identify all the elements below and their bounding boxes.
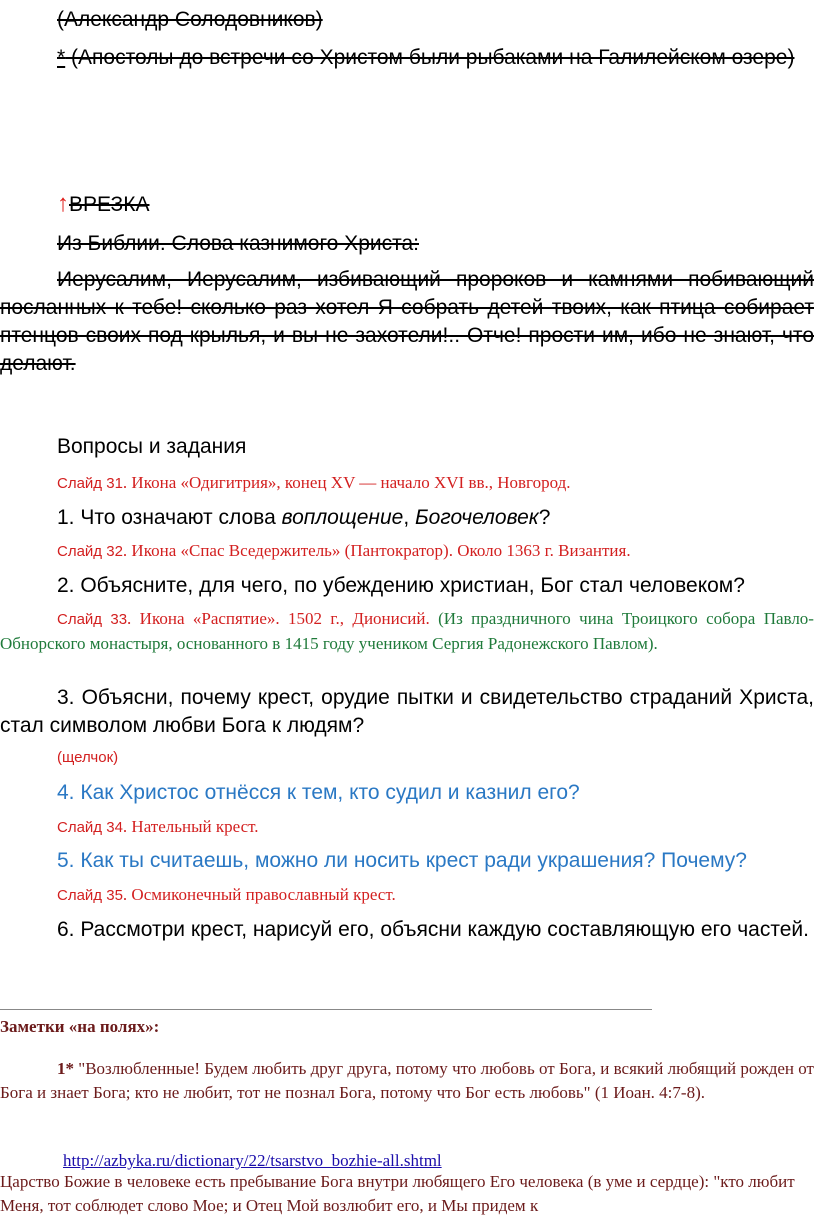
slide-31-text: . Икона «Одигитрия», конец XV — начало XVI вв., Новгород. bbox=[122, 473, 571, 492]
slide-34-caption bbox=[57, 815, 816, 840]
margin-note-1 bbox=[0, 1057, 814, 1105]
click-note: (щелчок) bbox=[57, 749, 119, 766]
author-line: (Александр Солодовников) bbox=[57, 8, 323, 31]
azbyka-link[interactable]: http://azbyka.ru/dictionary/22/tsarstvo_bozhie-all.shtml bbox=[63, 1151, 442, 1170]
arrow-up-icon: ↑ bbox=[57, 190, 69, 217]
apostles-note bbox=[0, 44, 814, 72]
question-3: 3. Объясни, почему крест, орудие пытки и свидетельство страданий Христа, стал символом любви Бога к людям? bbox=[0, 686, 814, 737]
insert-source: Из Библии. Слова казнимого Христа: bbox=[57, 232, 419, 255]
slide-31-label: Слайд 31 bbox=[57, 475, 123, 492]
question-4: 4. Как Христос отнёсся к тем, кто судил и казнил его? bbox=[57, 781, 580, 804]
margin-note-1-marker: 1* bbox=[57, 1059, 74, 1078]
slide-33-caption bbox=[0, 607, 814, 657]
questions-heading: Вопросы и задания bbox=[57, 435, 247, 458]
kingdom-of-god-text: Царство Божие в человеке есть пребывание Бога внутри любящего Его человека (в уме и сердце): "кто любит Меня, тот соблюдет слово Мое; и Отец Мой возлюбит его, и Мы придем к bbox=[0, 1172, 795, 1215]
question-6: 6. Рассмотри крест, нарисуй его, объясни каждую составляющую его частей. bbox=[57, 918, 809, 941]
slide-32-text: . Икона «Спас Вседержитель» (Пантократор). Около 1363 г. Византия. bbox=[122, 541, 631, 560]
slide-34-text: . Нательный крест. bbox=[122, 817, 259, 836]
christ-quote: Иерусалим, Иерусалим, избивающий пророков и камнями побивающий посланных к тебе! сколько раз хотел Я собрать детей твоих, как птица собирает птенцов своих под крылья, и вы не захотели!.. Отче! прости им, ибо не знают, что делают. bbox=[0, 268, 814, 375]
slide-34-label: Слайд 34 bbox=[57, 819, 123, 836]
term-incarnation: воплощение bbox=[281, 506, 404, 529]
question-1-prefix: 1. Что означают слова bbox=[57, 506, 282, 529]
question-2: 2. Объясните, для чего, по убеждению христиан, Бог стал человеком? bbox=[57, 574, 745, 597]
slide-35-caption bbox=[57, 883, 816, 908]
question-1 bbox=[0, 504, 814, 532]
term-god-man: Богочеловек bbox=[415, 506, 539, 529]
slide-33-note: (Из праздничного чина Троицкого собора Павло-Обнорского монастыря, основанного в 1415 году учеником Сергия Радонежского Павлом). bbox=[0, 609, 814, 653]
insert-heading bbox=[57, 190, 816, 219]
term-separator: , bbox=[403, 506, 415, 529]
slide-31-caption bbox=[57, 471, 816, 496]
slide-33-text: . Икона «Распятие». 1502 г., Дионисий. bbox=[127, 609, 430, 628]
slide-35-label: Слайд 35 bbox=[57, 887, 123, 904]
footnote-divider bbox=[0, 1009, 652, 1010]
question-1-end: ? bbox=[538, 506, 551, 529]
apostles-note-text: (Апостолы до встречи со Христом были рыбаками на Галилейском озере) bbox=[65, 46, 795, 69]
insert-label: ВРЕЗКА bbox=[69, 193, 150, 216]
slide-32-caption bbox=[57, 539, 816, 564]
note-marker: * bbox=[57, 46, 66, 69]
slide-32-label: Слайд 32 bbox=[57, 543, 123, 560]
margin-notes-heading: Заметки «на полях»: bbox=[0, 1017, 160, 1036]
slide-33-label: Слайд 33 bbox=[57, 611, 128, 628]
slide-35-text: . Осмиконечный православный крест. bbox=[122, 885, 396, 904]
margin-note-1-text: "Возлюбленные! Будем любить друг друга, потому что любовь от Бога, и всякий любящий рожден от Бога и знает Бога; кто не любит, тот не познал Бога, потому что Бог есть любовь" (1 Иоан. 4:7-8). bbox=[0, 1059, 814, 1102]
question-5: 5. Как ты считаешь, можно ли носить крест ради украшения? Почему? bbox=[57, 849, 747, 872]
